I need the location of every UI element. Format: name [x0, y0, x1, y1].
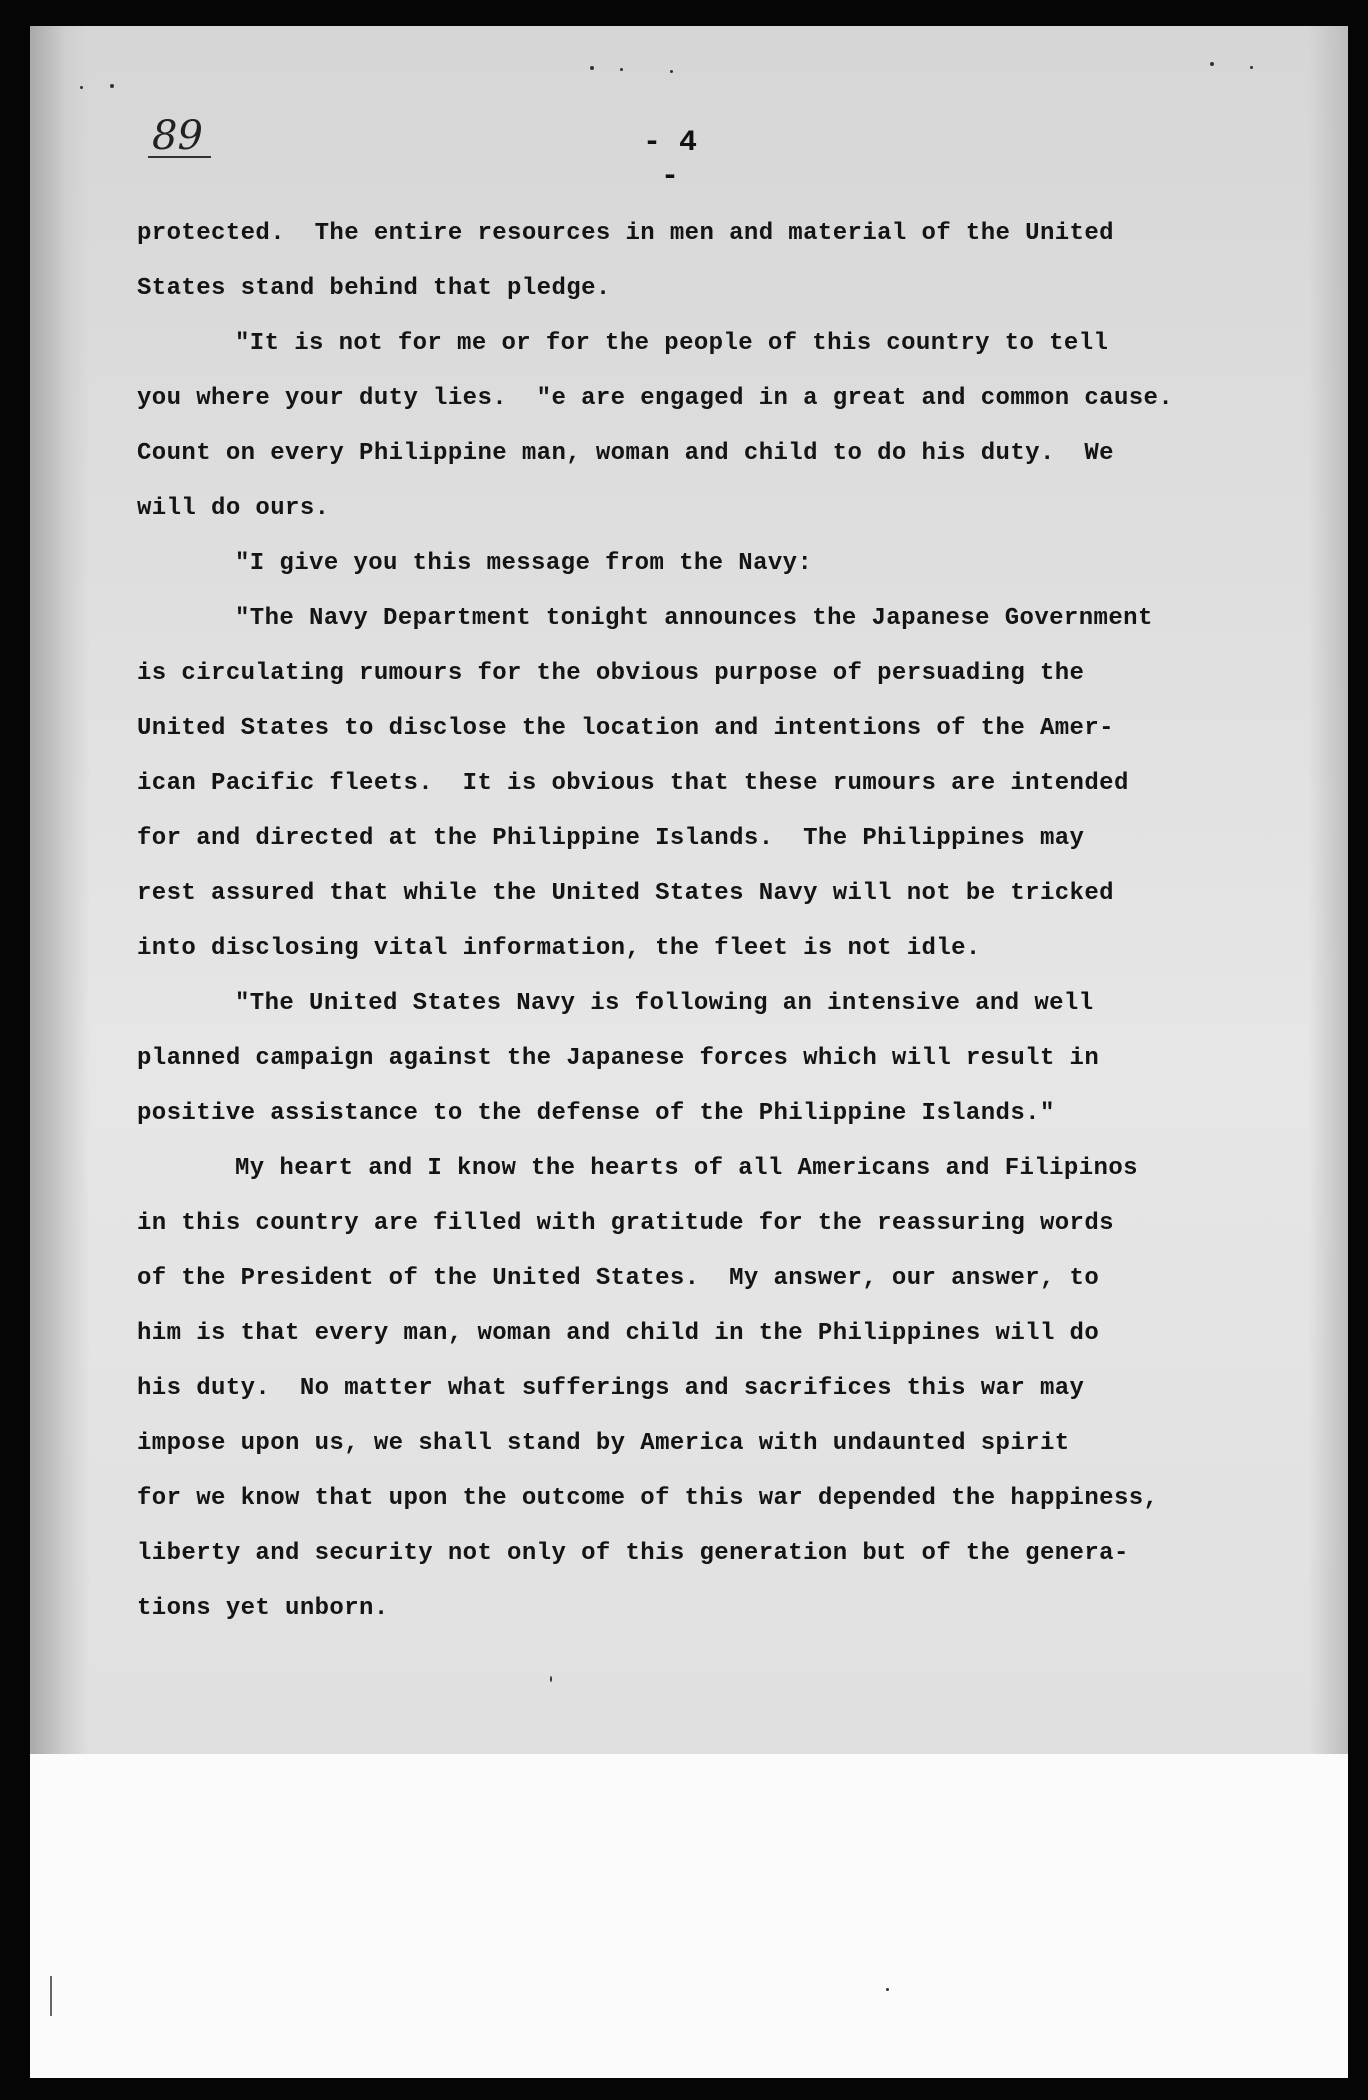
text-line: liberty and security not only of this generation but of the genera-	[137, 1540, 1129, 1567]
text-line: for we know that upon the outcome of this war depended the happiness,	[137, 1485, 1159, 1512]
blank-lower-page	[30, 1754, 1348, 2078]
text-line: you where your duty lies. "e are engaged in a great and common cause.	[137, 385, 1174, 412]
text-line: into disclosing vital information, the fleet is not idle.	[137, 935, 981, 962]
page-number: - 4 -	[642, 126, 697, 194]
text-line: for and directed at the Philippine Islands. The Philippines may	[137, 825, 1085, 852]
text-line: positive assistance to the defense of the Philippine Islands."	[137, 1100, 1055, 1127]
text-line: impose upon us, we shall stand by America with undaunted spirit	[137, 1430, 1070, 1457]
typed-letter-body	[137, 206, 1337, 1636]
text-line: rest assured that while the United States Navy will not be tricked	[137, 880, 1114, 907]
text-line: planned campaign against the Japanese forces which will result in	[137, 1045, 1100, 1072]
text-line: ican Pacific fleets. It is obvious that these rumours are intended	[137, 770, 1129, 797]
text-line: is circulating rumours for the obvious purpose of persuading the	[137, 660, 1085, 687]
text-line: My heart and I know the hearts of all Americans and Filipinos	[235, 1155, 1138, 1182]
document-page	[30, 26, 1348, 2078]
text-line: "The Navy Department tonight announces the Japanese Government	[235, 605, 1153, 632]
text-line: United States to disclose the location and intentions of the Amer-	[137, 715, 1114, 742]
text-line: in this country are filled with gratitude for the reassuring words	[137, 1210, 1114, 1237]
text-line: protected. The entire resources in men and material of the United	[137, 220, 1114, 247]
text-line: "The United States Navy is following an intensive and well	[235, 990, 1094, 1017]
text-line: his duty. No matter what sufferings and sacrifices this war may	[137, 1375, 1085, 1402]
text-line: "I give you this message from the Navy:	[235, 550, 813, 577]
text-line: States stand behind that pledge.	[137, 275, 611, 302]
text-line: tions yet unborn.	[137, 1595, 389, 1622]
text-line: him is that every man, woman and child in the Philippines will do	[137, 1320, 1100, 1347]
text-line: "It is not for me or for the people of this country to tell	[235, 330, 1109, 357]
folio-number: 89	[148, 116, 211, 158]
text-line: Count on every Philippine man, woman and child to do his duty. We	[137, 440, 1114, 467]
text-line: will do ours.	[137, 495, 330, 522]
text-line: of the President of the United States. My answer, our answer, to	[137, 1265, 1100, 1292]
margin-mark	[50, 1976, 52, 2016]
